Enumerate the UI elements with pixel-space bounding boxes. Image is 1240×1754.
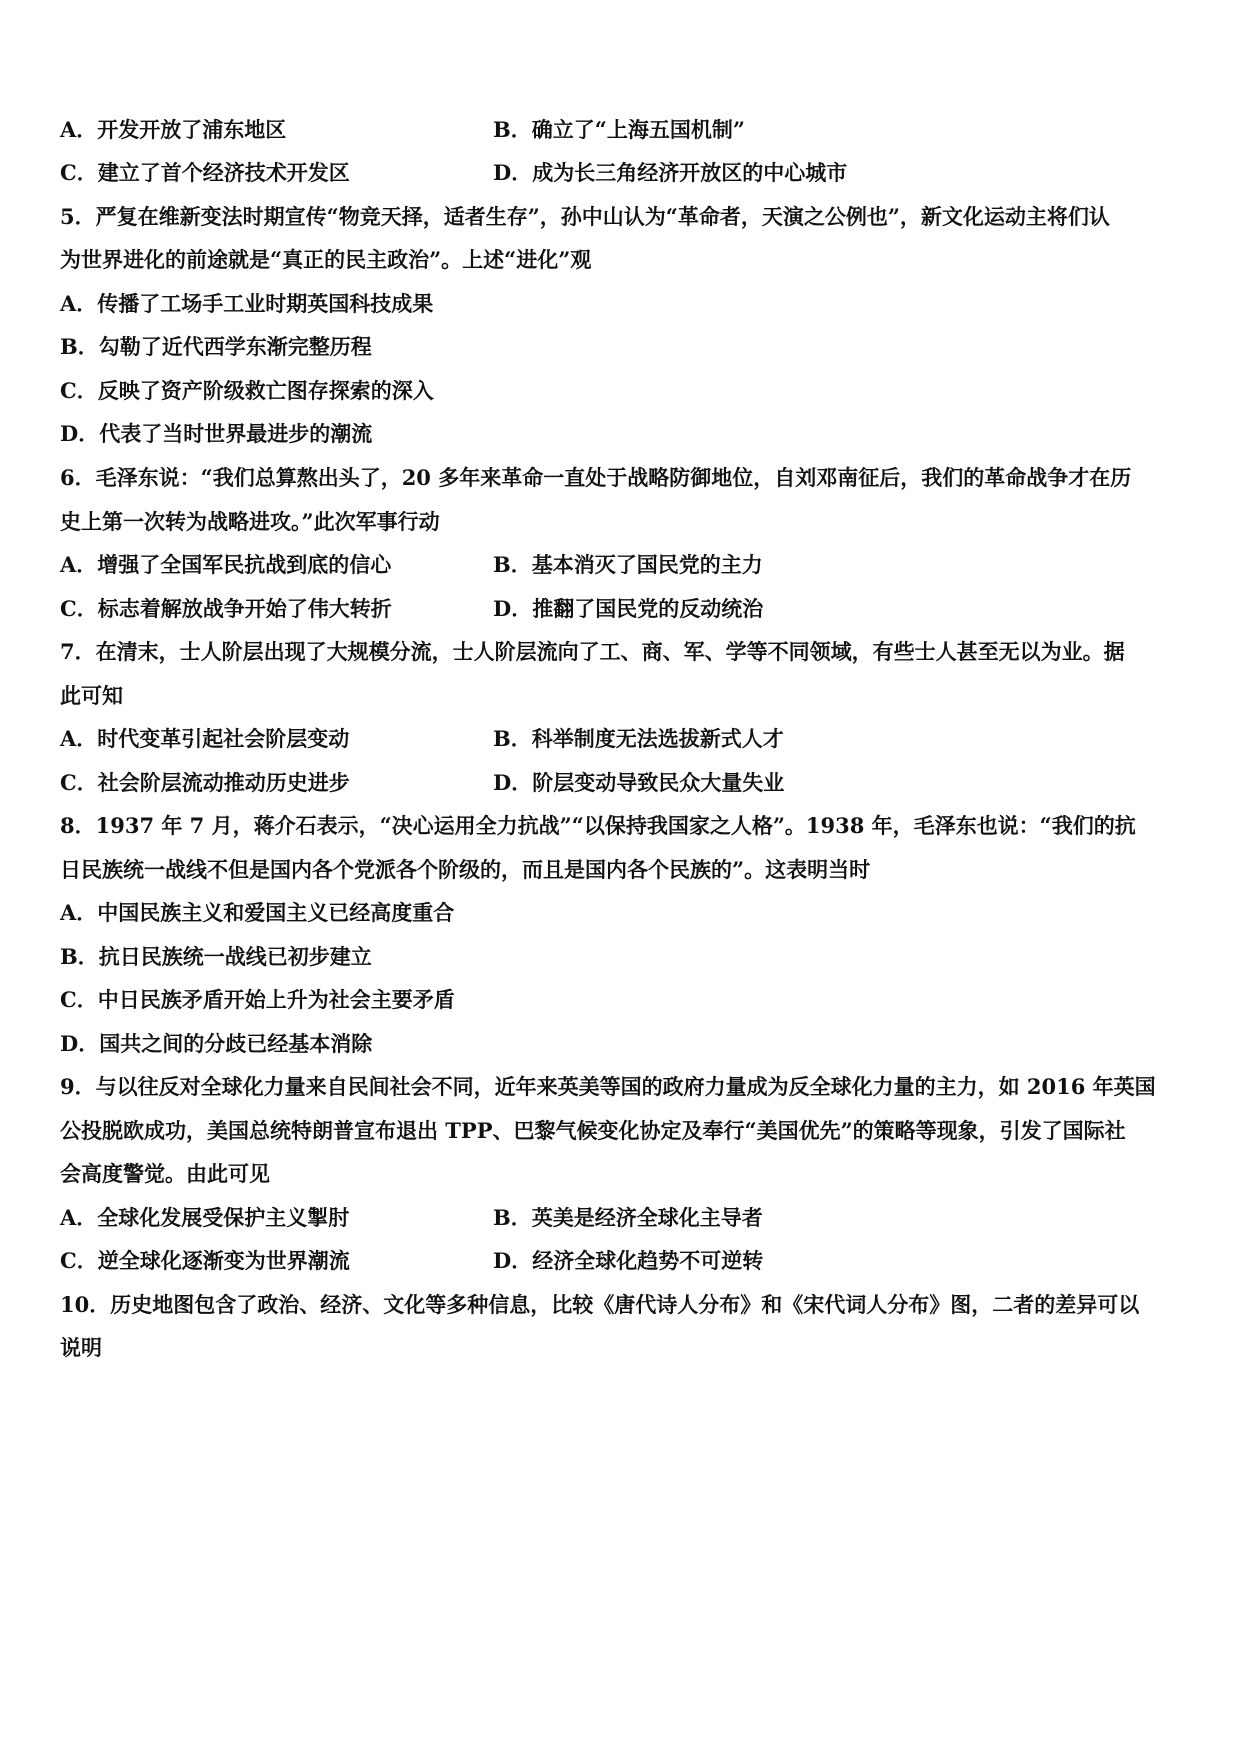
q6-option-a: A．增强了全国军民抗战到底的信心 xyxy=(60,552,392,577)
q6-option-d: D．推翻了国民党的反动统治 xyxy=(493,596,764,621)
q5-option-a: A．传播了工场手工业时期英国科技成果 xyxy=(60,291,434,316)
q9-option-b: B．英美是经济全球化主导者 xyxy=(493,1205,763,1230)
q8-stem-line2: 日民族统一战线不但是国内各个党派各个阶级的，而且是国内各个民族的”。这表明当时 xyxy=(60,857,871,882)
q4-option-a: A．开发开放了浦东地区 xyxy=(60,117,287,142)
q6-option-b: B．基本消灭了国民党的主力 xyxy=(493,552,763,577)
q5-stem-line1: 5．严复在维新变法时期宣传“物竞天择，适者生存”，孙中山认为“革命者，天演之公例也”，新文化运动主将们认 xyxy=(60,204,1110,229)
q8-stem-line1: 8．1937 年 7 月，蒋介石表示，“决心运用全力抗战”“以保持我国家之人格”。1938 年，毛泽东也说：“我们的抗 xyxy=(60,813,1136,838)
q7-option-d: D．阶层变动导致民众大量失业 xyxy=(493,770,785,795)
q4-option-c: C．建立了首个经济技术开发区 xyxy=(60,160,350,185)
q9-option-d: D．经济全球化趋势不可逆转 xyxy=(493,1248,764,1273)
q5-option-d: D．代表了当时世界最进步的潮流 xyxy=(60,421,373,446)
q8-option-d: D．国共之间的分歧已经基本消除 xyxy=(60,1031,373,1056)
q9-stem-line3: 会高度警觉。由此可见 xyxy=(60,1161,270,1186)
q8-option-b: B．抗日民族统一战线已初步建立 xyxy=(60,944,372,969)
q10-stem-line2: 说明 xyxy=(60,1335,102,1360)
q10-stem-line1: 10．历史地图包含了政治、经济、文化等多种信息，比较《唐代诗人分布》和《宋代词人分布》图，二者的差异可以 xyxy=(60,1292,1140,1317)
q9-option-c: C．逆全球化逐渐变为世界潮流 xyxy=(60,1248,350,1273)
q5-option-c: C．反映了资产阶级救亡图存探索的深入 xyxy=(60,378,434,403)
q6-stem-line1: 6．毛泽东说：“我们总算熬出头了，20 多年来革命一直处于战略防御地位，自刘邓南征后，我们的革命战争才在历 xyxy=(60,465,1132,490)
q7-stem-line2: 此可知 xyxy=(60,683,123,708)
q6-option-c: C．标志着解放战争开始了伟大转折 xyxy=(60,596,392,621)
q9-stem-line1: 9．与以往反对全球化力量来自民间社会不同，近年来英美等国的政府力量成为反全球化力量的主力，如 2016 年英国 xyxy=(60,1074,1156,1099)
q4-option-d: D．成为长三角经济开放区的中心城市 xyxy=(493,160,848,185)
q6-stem-line2: 史上第一次转为战略进攻。”此次军事行动 xyxy=(60,509,440,534)
q7-option-b: B．科举制度无法选拔新式人才 xyxy=(493,726,784,751)
q7-option-c: C．社会阶层流动推动历史进步 xyxy=(60,770,350,795)
q9-option-a: A．全球化发展受保护主义掣肘 xyxy=(60,1205,350,1230)
q5-stem-line2: 为世界进化的前途就是“真正的民主政治”。上述“进化”观 xyxy=(60,247,592,272)
q8-option-c: C．中日民族矛盾开始上升为社会主要矛盾 xyxy=(60,987,455,1012)
q7-stem-line1: 7．在清末，士人阶层出现了大规模分流，士人阶层流向了工、商、军、学等不同领域，有些士人甚至无以为业。据 xyxy=(60,639,1125,664)
q7-option-a: A．时代变革引起社会阶层变动 xyxy=(60,726,350,751)
q5-option-b: B．勾勒了近代西学东渐完整历程 xyxy=(60,334,372,359)
q4-option-b: B．确立了“上海五国机制” xyxy=(493,117,745,142)
q9-stem-line2: 公投脱欧成功，美国总统特朗普宣布退出 TPP、巴黎气候变化协定及奉行“美国优先”的策略等现象，引发了国际社 xyxy=(60,1118,1126,1143)
q8-option-a: A．中国民族主义和爱国主义已经高度重合 xyxy=(60,900,455,925)
